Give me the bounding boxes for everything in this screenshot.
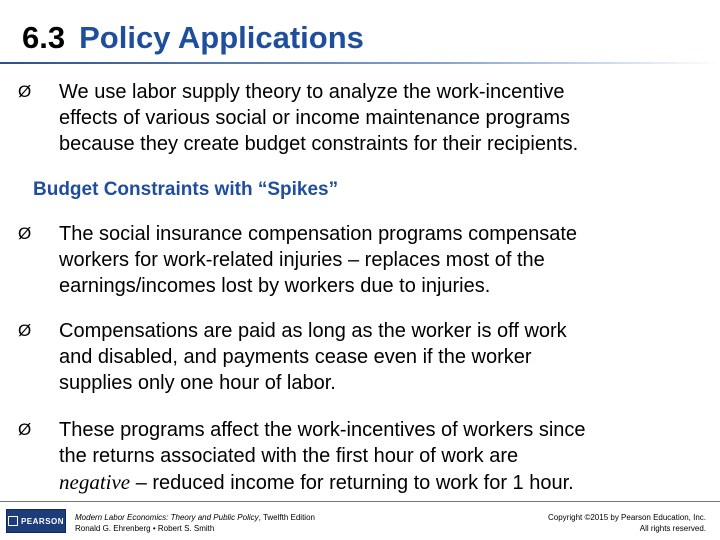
copyright-text: Copyright ©2015 by Pearson Education, Inc. bbox=[548, 513, 706, 522]
rights-text: All rights reserved. bbox=[639, 524, 706, 533]
slide-title bbox=[22, 18, 364, 58]
bullet-line: because they create budget constraints for their recipients. bbox=[59, 133, 579, 155]
bullet-item bbox=[18, 417, 708, 496]
book-title: Modern Labor Economics: Theory and Public Policy bbox=[75, 513, 259, 522]
bullet-item bbox=[18, 221, 708, 299]
book-line bbox=[75, 512, 315, 523]
book-authors: Ronald G. Ehrenberg • Robert S. Smith bbox=[75, 524, 215, 533]
bullet-line: effects of various social or income maintenance programs bbox=[59, 107, 570, 129]
emphasis-word: negative bbox=[59, 470, 131, 494]
bullet-line: workers for work-related injuries – replaces most of the bbox=[59, 249, 545, 271]
bullet-item bbox=[18, 318, 708, 396]
bullet-line: supplies only one hour of labor. bbox=[59, 372, 336, 394]
book-edition: , Twelfth Edition bbox=[258, 513, 315, 522]
bullet-line-rest: – reduced income for returning to work for 1 hour. bbox=[130, 472, 574, 494]
title-divider bbox=[0, 62, 720, 64]
subheading: Budget Constraints with “Spikes” bbox=[33, 179, 339, 200]
pearson-mark-icon bbox=[8, 516, 18, 526]
pearson-logo bbox=[6, 509, 66, 533]
arrow-bullet-icon: Ø bbox=[18, 224, 32, 243]
bullet-line: The social insurance compensation programs compensate bbox=[59, 223, 578, 245]
footer-copyright bbox=[548, 512, 706, 534]
footer-divider bbox=[0, 501, 720, 502]
arrow-bullet-icon: Ø bbox=[18, 82, 32, 101]
section-title: Policy Applications bbox=[79, 20, 364, 55]
bullet-line: and disabled, and payments cease even if the worker bbox=[59, 346, 532, 368]
bullet-line: Compensations are paid as long as the worker is off work bbox=[59, 320, 567, 342]
bullet-line: We use labor supply theory to analyze the work-incentive bbox=[59, 81, 565, 103]
logo-text: PEARSON bbox=[20, 516, 65, 526]
bullet-line-emphasis bbox=[18, 469, 708, 496]
arrow-bullet-icon: Ø bbox=[18, 321, 32, 340]
intro-bullet bbox=[18, 79, 708, 157]
bullet-line: earnings/incomes lost by workers due to injuries. bbox=[59, 275, 491, 297]
section-number: 6.3 bbox=[22, 20, 66, 55]
arrow-bullet-icon: Ø bbox=[18, 420, 32, 439]
bullet-line: the returns associated with the first hour of work are bbox=[59, 445, 519, 467]
footer-citation bbox=[75, 512, 315, 534]
bullet-line: These programs affect the work-incentives of workers since bbox=[59, 419, 586, 441]
